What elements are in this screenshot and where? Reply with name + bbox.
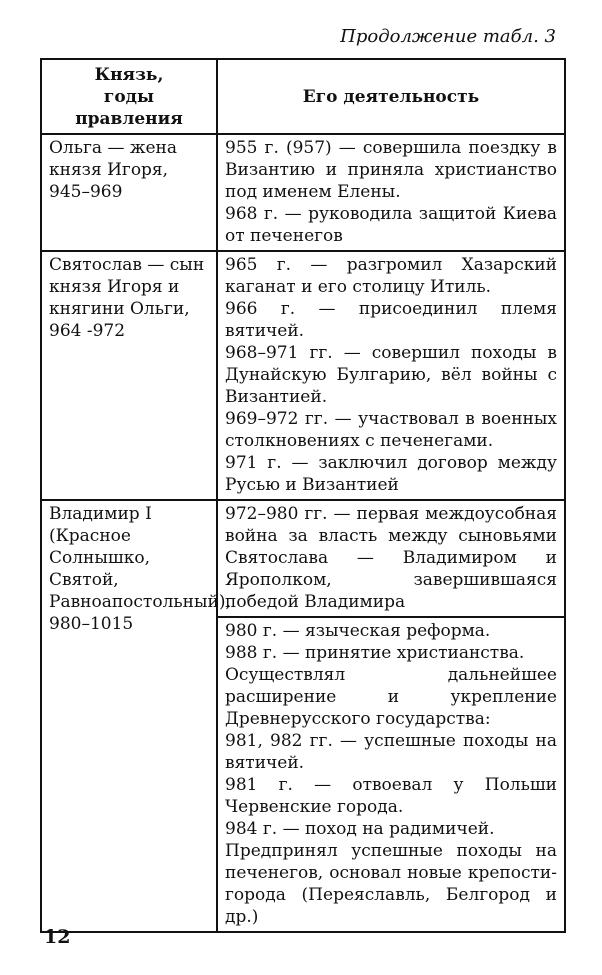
activity-item: 972–980 гг. — первая междоусобная война за власть между сыновьями Святослава — Владимиром и Ярополком, завершившаяся победой Владимира [225, 504, 557, 612]
activity-item: 971 г. — заключил договор между Русью и Византией [225, 453, 557, 495]
table-row [41, 251, 565, 500]
activity-item: 968 г. — руководила защитой Киева от печенегов [225, 204, 557, 246]
activity-item: Осуществлял дальнейшее расширение и укрепление Древнерусского государства: [225, 665, 557, 729]
activity-item: 984 г. — поход на радимичей. [225, 819, 495, 839]
activity-item: 981 г. — отвоевал у Польши Червенские города. [225, 775, 557, 817]
ruler-name: Владимир I (Красное Солнышко, Святой, Равноапостольный), 980–1015 [41, 500, 217, 932]
rulers-table [40, 58, 566, 933]
activity-item: 980 г. — языческая реформа. [225, 621, 491, 641]
table-header-row [41, 59, 565, 134]
header-ruler: Князь, годы правления [41, 59, 217, 134]
activity-item: 965 г. — разгромил Хазарский каганат и его столицу Итиль. [225, 255, 557, 297]
activity-item: 981, 982 гг. — успешные походы на вятичей. [225, 731, 557, 773]
activity-item: 955 г. (957) — совершила поездку в Византию и приняла христианство под именем Елены. [225, 138, 557, 202]
ruler-activity [217, 617, 565, 932]
activity-item: 969–972 гг. — участвовал в военных столкновениях с печенегами. [225, 409, 557, 451]
ruler-name: Святослав — сын князя Игоря и княгини Ольги, 964 -972 [41, 251, 217, 500]
table-row [41, 500, 565, 617]
activity-item: 988 г. — принятие христианства. [225, 643, 525, 663]
activity-item: Предпринял успешные походы на печенегов, основал новые крепости-города (Переяславль, Белгород и др.) [225, 841, 557, 927]
ruler-activity [217, 134, 565, 251]
table-row [41, 134, 565, 251]
ruler-activity [217, 500, 565, 617]
page-number: 12 [44, 926, 71, 948]
ruler-name: Ольга — жена князя Игоря, 945–969 [41, 134, 217, 251]
table-caption: Продолжение табл. 3 [340, 26, 556, 47]
ruler-activity [217, 251, 565, 500]
activity-item: 966 г. — присоединил племя вятичей. [225, 299, 557, 341]
header-activity: Его деятельность [217, 59, 565, 134]
activity-item: 968–971 гг. — совершил походы в Дунайскую Булгарию, вёл войны с Византией. [225, 343, 557, 407]
